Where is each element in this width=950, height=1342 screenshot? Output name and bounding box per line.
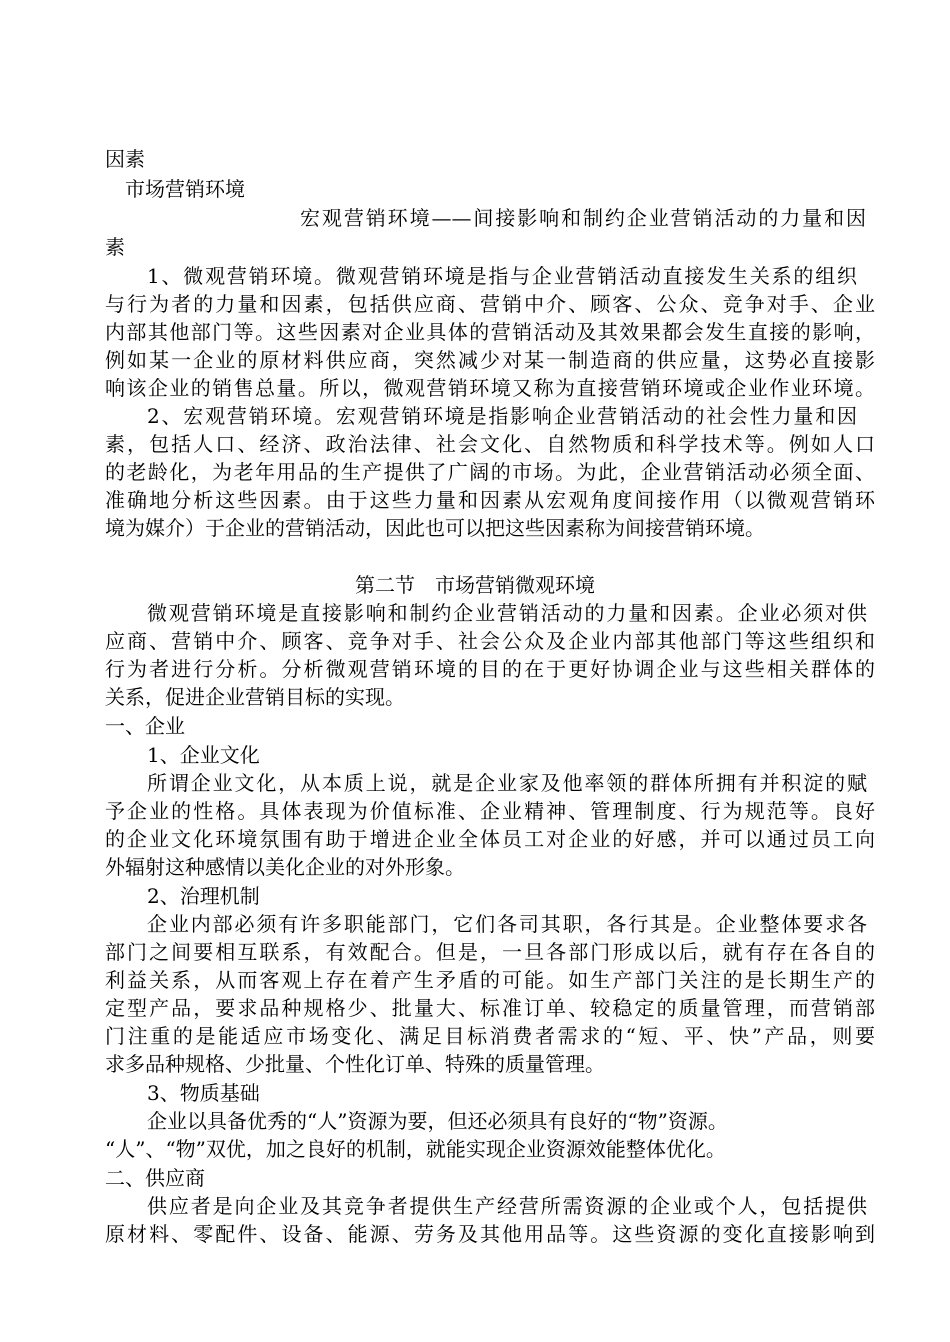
text-line: 因素: [105, 147, 145, 171]
paragraph-line: 1、微观营销环境。微观营销环境是指与企业营销活动直接发生关系的组织: [147, 264, 857, 288]
heading-level-2: 1、企业文化: [147, 743, 260, 767]
paragraph-line: 供应者是向企业及其竞争者提供生产经营所需资源的企业或个人，包括提供: [147, 1194, 867, 1218]
paragraph-line: 企业以具备优秀的“人”资源为要，但还必须具有良好的“物”资源。: [147, 1109, 728, 1133]
paragraph-line: 微观营销环境是直接影响和制约企业营销活动的力量和因素。企业必须对供: [147, 601, 867, 625]
paragraph-line: 内部其他部门等。这些因素对企业具体的营销活动及其效果都会发生直接的影响，: [105, 320, 875, 344]
heading-level-1: 一、企业: [105, 714, 185, 738]
paragraph-line: 例如某一企业的原材料供应商，突然减少对某一制造商的供应量，这势必直接影: [105, 348, 875, 372]
heading-level-2: 3、物质基础: [147, 1081, 260, 1105]
paragraph-line: 部门之间要相互联系，有效配合。但是，一旦各部门形成以后，就有存在各自的: [105, 940, 875, 964]
paragraph-line: 准确地分析这些因素。由于这些力量和因素从宏观角度间接作用（以微观营销环: [105, 488, 875, 512]
paragraph-line: 2、宏观营销环境。宏观营销环境是指影响企业营销活动的社会性力量和因: [147, 404, 857, 428]
paragraph-line: 境为媒介）于企业的营销活动，因此也可以把这些因素称为间接营销环境。: [105, 516, 765, 540]
paragraph-line: “人”、“物”双优，加之良好的机制，就能实现企业资源效能整体优化。: [105, 1137, 726, 1161]
paragraph-line: 素，包括人口、经济、政治法律、社会文化、自然物质和科学技术等。例如人口: [105, 432, 875, 456]
text-line: 宏观营销环境——间接影响和制约企业营销活动的力量和因: [300, 206, 866, 230]
paragraph-line: 响该企业的销售总量。所以，微观营销环境又称为直接营销环境或企业作业环境。: [105, 376, 875, 400]
paragraph-line: 求多品种规格、少批量、个性化订单、特殊的质量管理。: [105, 1052, 605, 1076]
heading-level-1: 二、供应商: [105, 1166, 205, 1190]
text-line: 素: [105, 235, 125, 259]
paragraph-line: 所谓企业文化，从本质上说，就是企业家及他率领的群体所拥有并积淀的赋: [147, 771, 867, 795]
paragraph-line: 门注重的是能适应市场变化、满足目标消费者需求的“短、平、快”产品，则要: [105, 1024, 875, 1048]
paragraph-line: 行为者进行分析。分析微观营销环境的目的在于更好协调企业与这些相关群体的: [105, 657, 875, 681]
paragraph-line: 原材料、零配件、设备、能源、劳务及其他用品等。这些资源的变化直接影响到: [105, 1222, 875, 1246]
paragraph-line: 予企业的性格。具体表现为价值标准、企业精神、管理制度、行为规范等。良好: [105, 799, 875, 823]
chapter-section-title: 第二节 市场营销微观环境: [355, 573, 595, 597]
paragraph-line: 企业内部必须有许多职能部门，它们各司其职，各行其是。企业整体要求各: [147, 912, 867, 936]
paragraph-line: 定型产品，要求品种规格少、批量大、标准订单、较稳定的质量管理，而营销部: [105, 996, 875, 1020]
section-heading: 市场营销环境: [125, 177, 245, 201]
heading-level-2: 2、治理机制: [147, 884, 260, 908]
paragraph-line: 关系，促进企业营销目标的实现。: [105, 685, 405, 709]
paragraph-line: 外辐射这种感情以美化企业的对外形象。: [105, 855, 465, 879]
paragraph-line: 与行为者的力量和因素，包括供应商、营销中介、顾客、公众、竞争对手、企业: [105, 292, 875, 316]
paragraph-line: 的企业文化环境氛围有助于增进企业全体员工对企业的好感，并可以通过员工向: [105, 827, 875, 851]
paragraph-line: 的老龄化，为老年用品的生产提供了广阔的市场。为此，企业营销活动必须全面、: [105, 460, 875, 484]
paragraph-line: 利益关系，从而客观上存在着产生矛盾的可能。如生产部门关注的是长期生产的: [105, 968, 875, 992]
paragraph-line: 应商、营销中介、顾客、竞争对手、社会公众及企业内部其他部门等这些组织和: [105, 629, 875, 653]
